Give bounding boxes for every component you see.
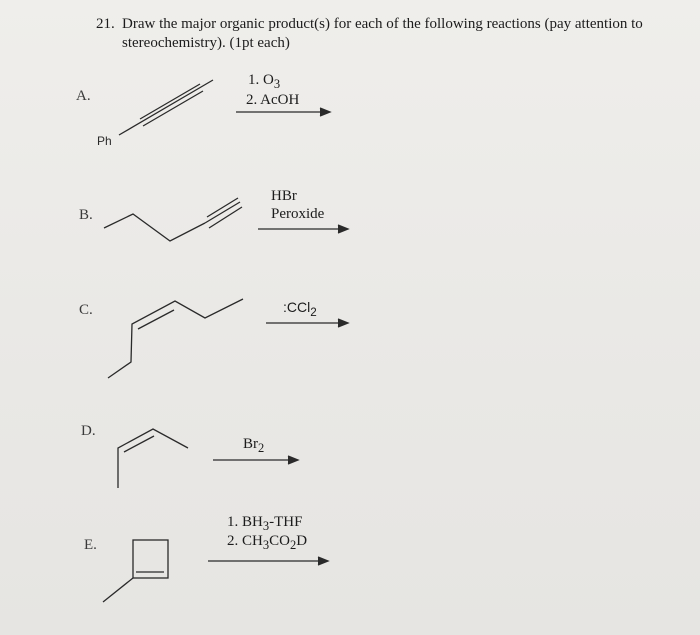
question-text-line1: Draw the major organic product(s) for each of the following reactions (pay attention to bbox=[122, 16, 643, 32]
arrowhead-b bbox=[338, 225, 348, 233]
question-text-line2: stereochemistry). (1pt each) bbox=[122, 35, 290, 51]
reagent-a-step1: 1. $O_3$ bbox=[248, 72, 281, 91]
part-a-label: A. bbox=[76, 88, 91, 104]
arrowhead-d bbox=[288, 456, 298, 464]
reagent-e-step2: 2. $CH_3CO_2D$ bbox=[227, 533, 308, 552]
arrowhead-c bbox=[338, 319, 348, 327]
reagent-b-peroxide: Peroxide bbox=[271, 206, 325, 222]
part-e-label: E. bbox=[84, 537, 97, 553]
part-c-label: C. bbox=[79, 302, 93, 318]
reagent-e-step1: 1. $BH_3$-THF bbox=[227, 514, 303, 533]
part-d-label: D. bbox=[81, 423, 96, 439]
part-b-label: B. bbox=[79, 207, 93, 223]
phenyl-substituent-label: Ph bbox=[97, 134, 112, 148]
structure-d-alkene bbox=[118, 429, 188, 488]
structure-e-cyclobutene bbox=[103, 540, 168, 602]
reagent-a-step2: 2. AcOH bbox=[246, 92, 300, 108]
arrowhead-a bbox=[320, 108, 330, 116]
structure-a-alkyne bbox=[119, 80, 213, 135]
structure-c-alkene bbox=[108, 299, 243, 378]
reagent-b-hbr: HBr bbox=[271, 188, 297, 204]
arrowhead-e bbox=[318, 557, 328, 565]
reagent-d-bromine: $Br_2$ bbox=[243, 436, 265, 455]
question-number: 21. bbox=[96, 16, 115, 32]
reagent-c-dichlorocarbene: :CCl$_2$ bbox=[283, 299, 317, 319]
structure-b-alkyne bbox=[104, 198, 242, 241]
